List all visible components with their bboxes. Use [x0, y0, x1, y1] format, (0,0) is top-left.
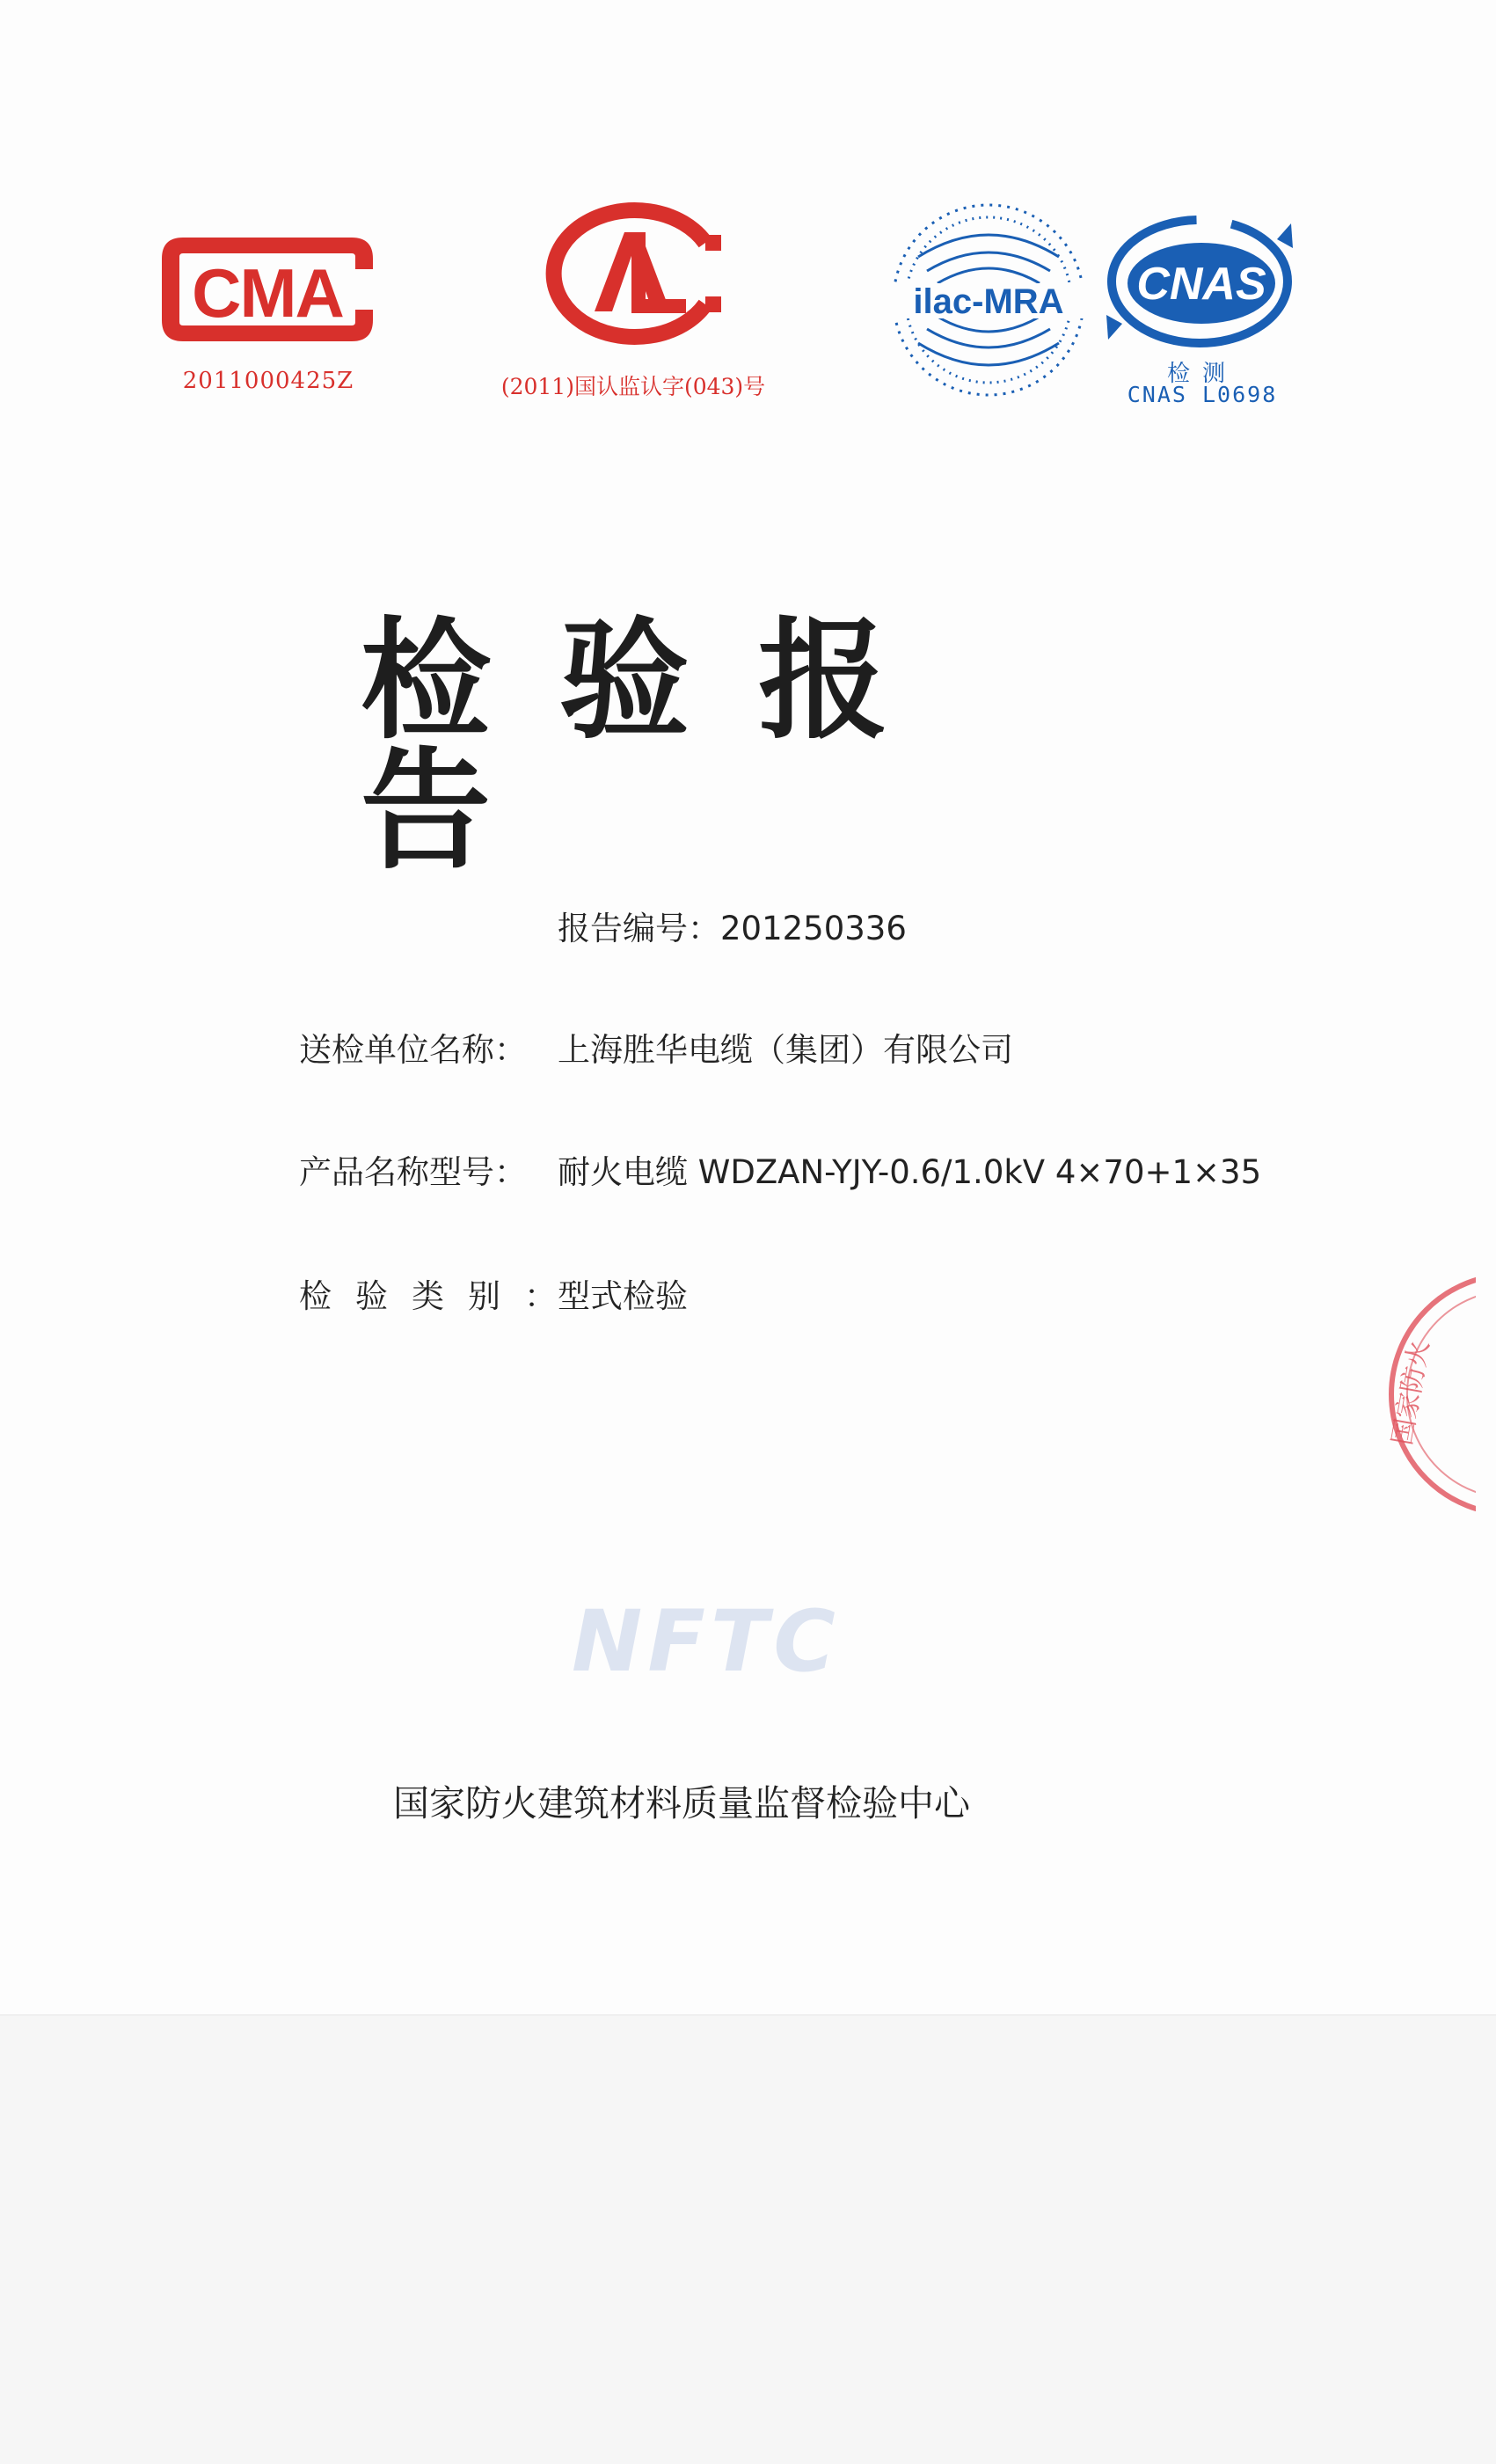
cnas-logo-icon	[1105, 208, 1300, 357]
official-seal-icon	[1379, 1267, 1476, 1522]
document-title: 检验报告	[361, 605, 957, 887]
cma-logo-icon	[157, 230, 378, 348]
product-value: 耐火电缆 WDZAN-YJY-0.6/1.0kV 4×70+1×35	[558, 1153, 1262, 1191]
report-number: 报告编号：201250336	[558, 910, 907, 947]
svg-text:CMA: CMA	[192, 254, 343, 332]
product-label: 产品名称型号：	[299, 1153, 527, 1191]
cal-logo-icon	[533, 201, 730, 347]
submitter-row	[0, 1023, 1496, 1067]
submitter-label: 送检单位名称：	[299, 1031, 527, 1069]
ilac-mra-logo-icon	[885, 195, 1092, 405]
cal-number: (2011)国认监认字(043)号	[500, 374, 766, 399]
issuing-organization: 国家防火建筑材料质量监督检验中心	[393, 1782, 970, 1824]
submitter-value: 上海胜华电缆（集团）有限公司	[558, 1031, 1013, 1069]
nftc-watermark: NFTC	[572, 1592, 841, 1691]
inspection-type-value: 型式检验	[558, 1277, 688, 1315]
svg-text:ilac-MRA: ilac-MRA	[913, 282, 1064, 321]
inspection-type-row	[0, 1269, 1496, 1313]
svg-text:国家防火: 国家防火	[1386, 1338, 1436, 1448]
cnas-sublabel: 检测	[1166, 361, 1237, 387]
inspection-type-label: 检验类别：	[299, 1277, 580, 1315]
cnas-code: CNAS L0698	[1127, 382, 1278, 407]
cma-number: 2011000425Z	[182, 368, 354, 394]
svg-text:CNAS: CNAS	[1136, 259, 1266, 310]
scan-lower-area	[0, 2014, 1496, 2464]
product-row	[0, 1145, 1496, 1189]
